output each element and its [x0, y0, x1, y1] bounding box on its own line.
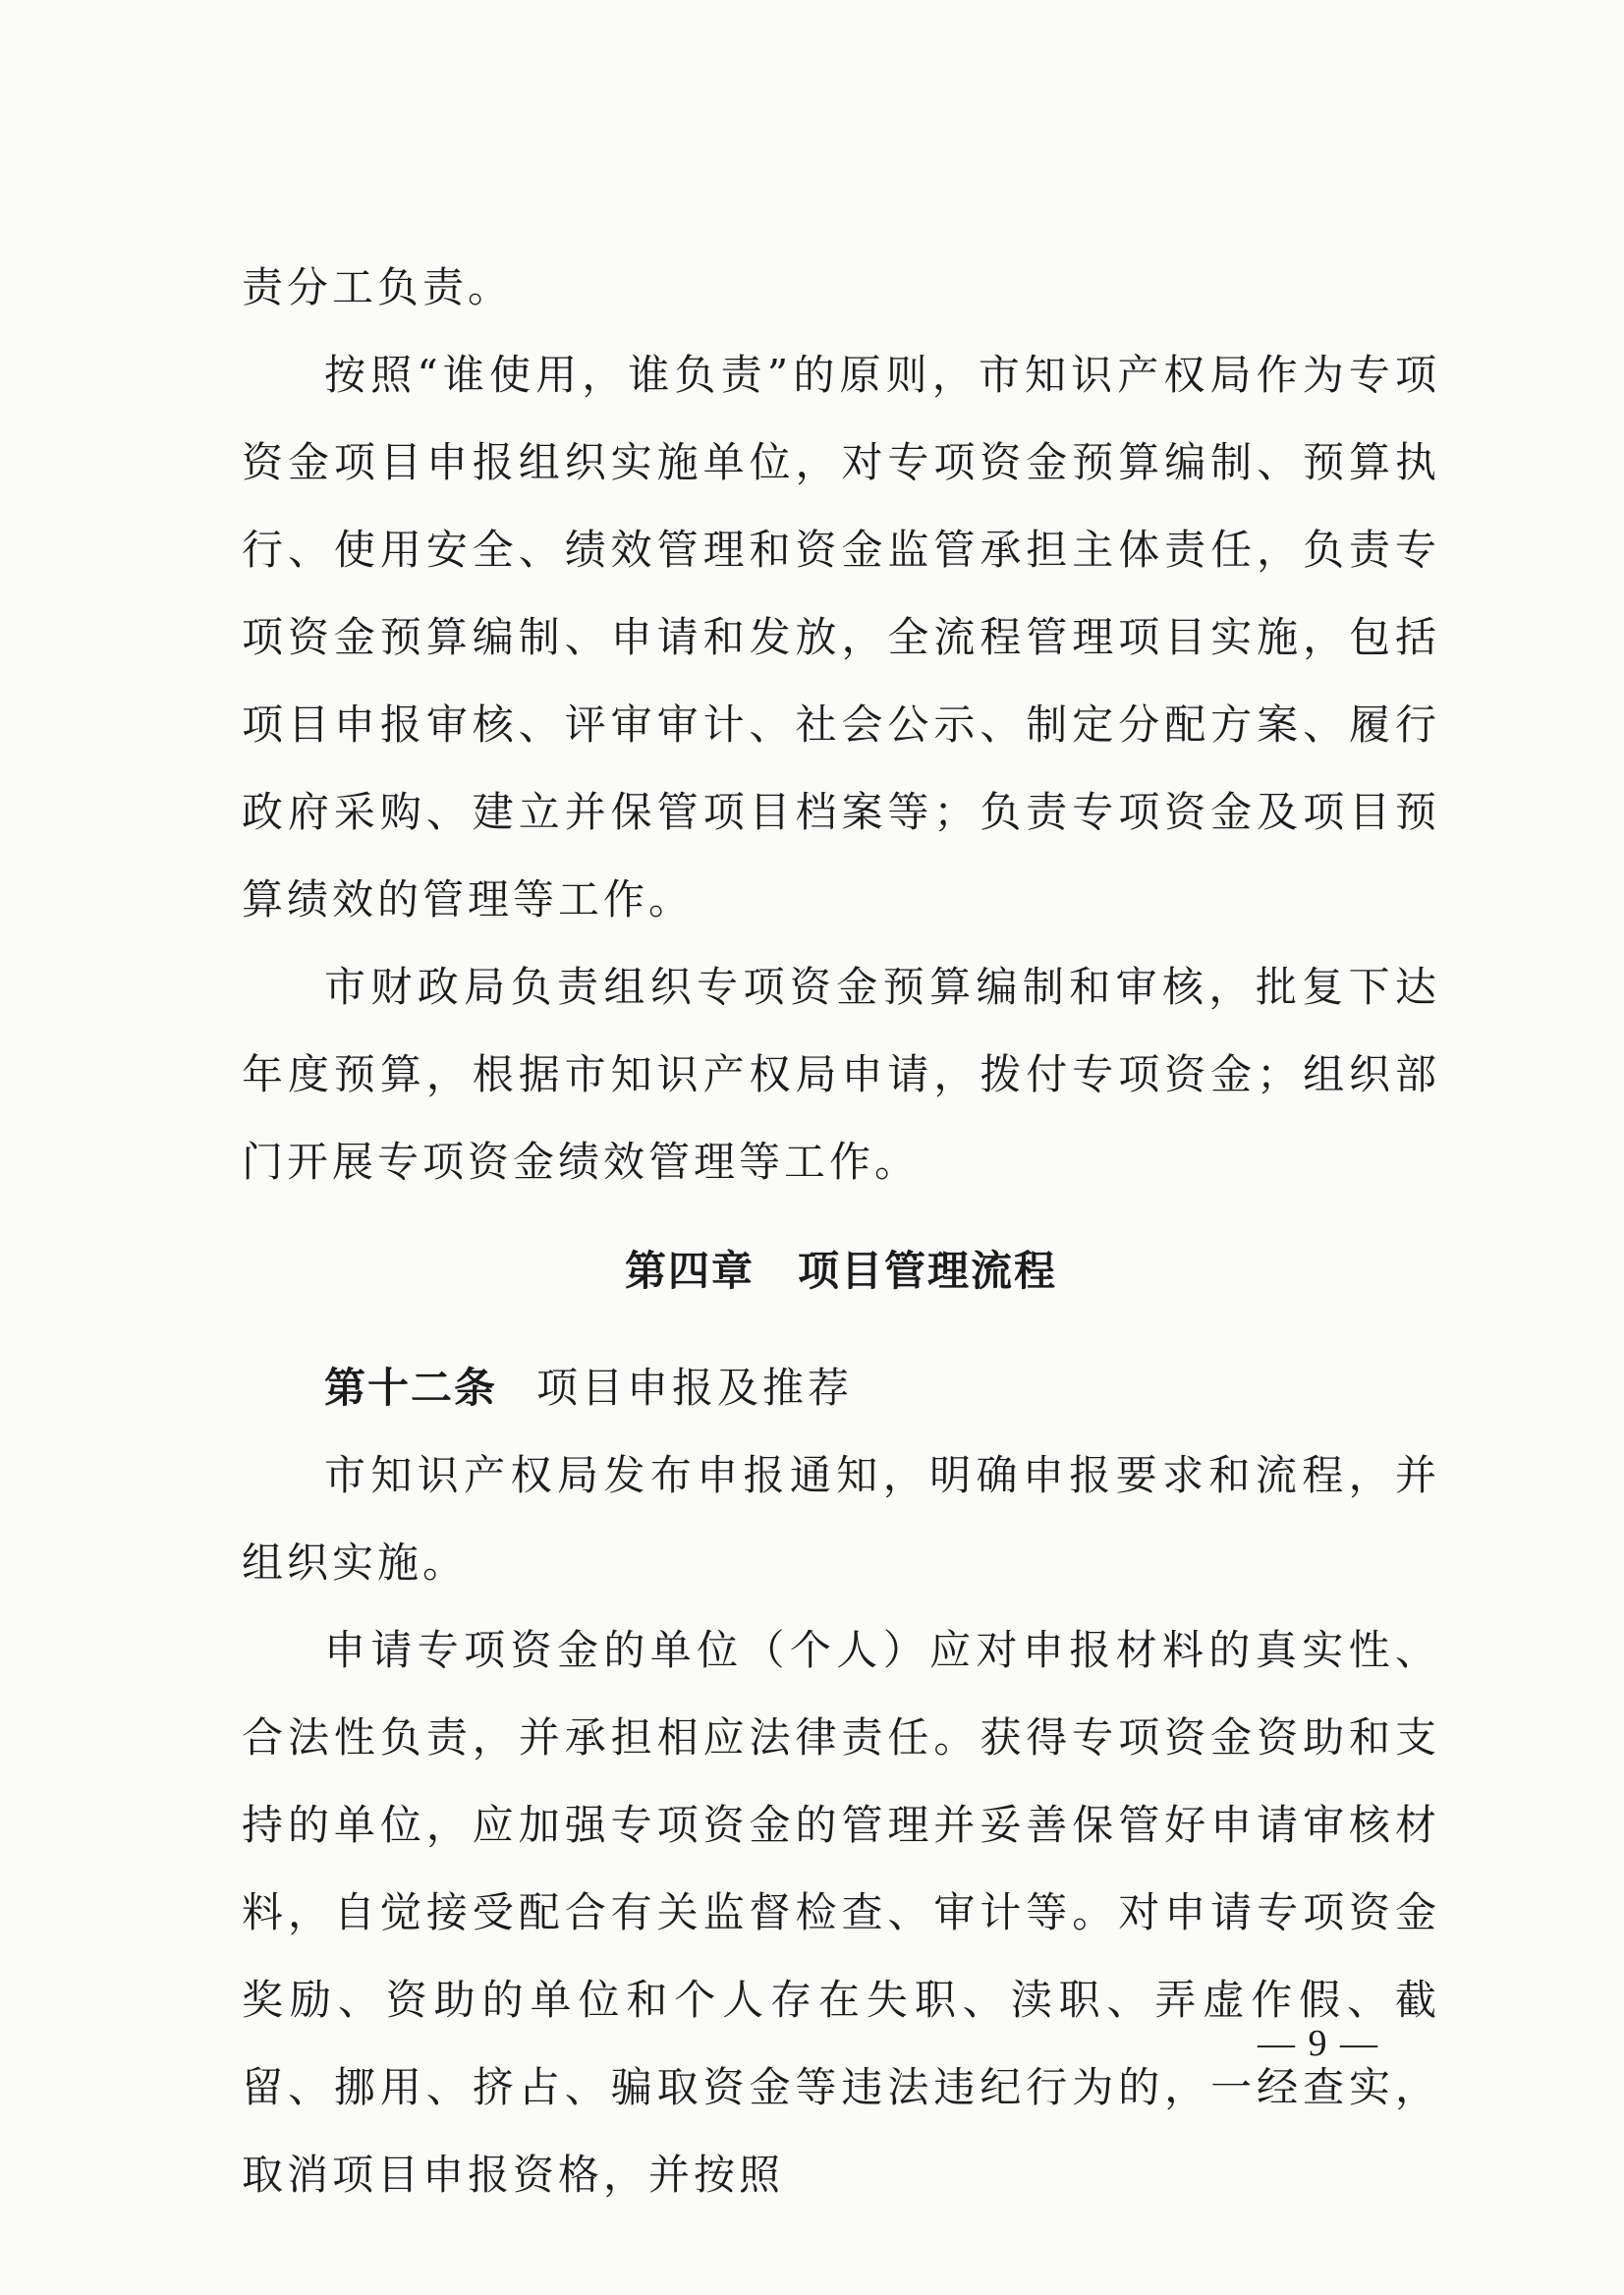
continuation-paragraph: 责分工负责。	[242, 263, 514, 311]
article-title: 项目申报及推荐	[536, 1364, 854, 1412]
article-number: 第十二条	[324, 1364, 498, 1412]
page-number: — 9 —	[1258, 2023, 1379, 2064]
body-text	[242, 244, 1440, 2218]
chapter-number: 第四章	[624, 1247, 755, 1295]
finance-paragraph: 市财政局负责组织专项资金预算编制和审核，批复下达年度预算，根据市知识产权局申请，拨付专项资金；组织部门开展专项资金绩效管理等工作。	[242, 963, 1440, 1186]
chapter-heading	[242, 1227, 1440, 1315]
chapter-title: 项目管理流程	[798, 1247, 1058, 1295]
article-paragraph: 市知识产权局发布申报通知，明确申报要求和流程，并组织实施。	[242, 1451, 1440, 1587]
article-paragraph: 申请专项资金的单位（个人）应对申报材料的真实性、合法性负责，并承担相应法律责任。获得专项资金资助和支持的单位，应加强专项资金的管理并妥善保管好申请审核材料，自觉接受配合有关监督检查、审计等。对申请专项资金奖励、资助的单位和个人存在失职、渎职、弄虚作假、截留、挪用、挤占、骗取资金等违法违纪行为的，一经查实，取消项目申报资格，并按照	[242, 1626, 1440, 2199]
article-heading	[242, 1344, 1440, 1431]
responsibility-paragraph: 按照“谁使用，谁负责”的原则，市知识产权局作为专项资金项目申报组织实施单位，对专项资金预算编制、预算执行、使用安全、绩效管理和资金监管承担主体责任，负责专项资金预算编制、申请和发放，全流程管理项目实施，包括项目申报审核、评审审计、社会公示、制定分配方案、履行政府采购、建立并保管项目档案等；负责专项资金及项目预算绩效的管理等工作。	[242, 351, 1440, 924]
